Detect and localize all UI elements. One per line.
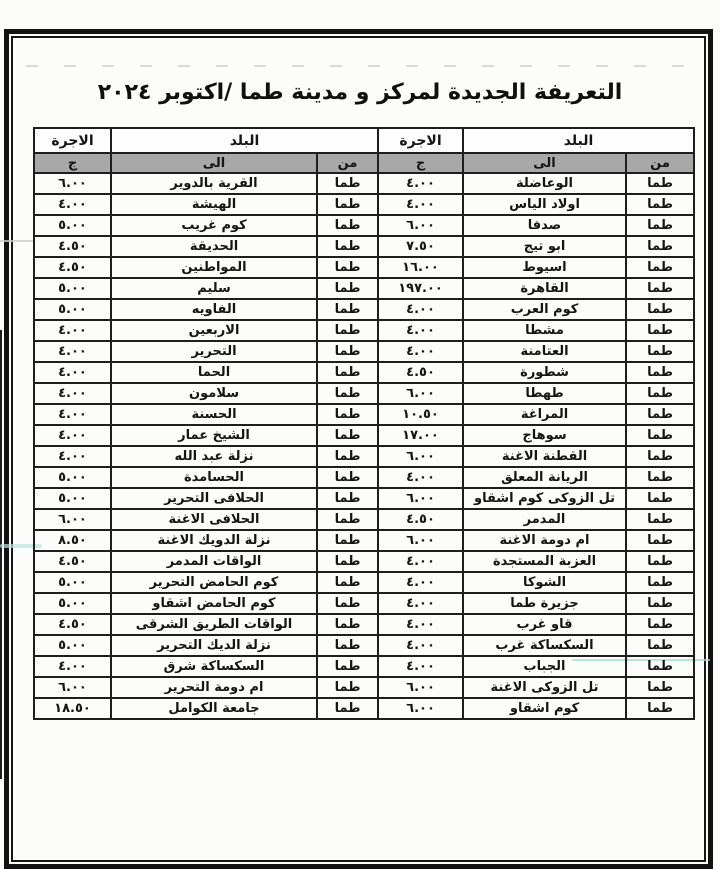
table-row: [34, 236, 694, 257]
destination-cell-right: الريانة المعلق: [463, 467, 626, 488]
destination-cell-left: الحديقة: [111, 236, 317, 257]
destination-cell-right: العزبة المستجدة: [463, 551, 626, 572]
table-row: [34, 467, 694, 488]
origin-cell-right: طما: [626, 635, 694, 656]
destination-cell-right: تل الزوكى كوم اشقاو: [463, 488, 626, 509]
destination-cell-right: تل الزوكى الاغنة: [463, 677, 626, 698]
fare-cell-right: ٤.٠٠: [378, 341, 463, 362]
origin-cell-right: طما: [626, 530, 694, 551]
origin-cell-right: طما: [626, 572, 694, 593]
destination-cell-left: سليم: [111, 278, 317, 299]
destination-cell-right: القاهرة: [463, 278, 626, 299]
origin-cell-left: طما: [317, 677, 378, 698]
fare-cell-left: ٤.٠٠: [34, 362, 111, 383]
origin-cell-right: طما: [626, 383, 694, 404]
origin-cell-right: طما: [626, 194, 694, 215]
fare-cell-left: ٤.٥٠: [34, 551, 111, 572]
header-row-subcolumns: [34, 153, 694, 173]
destination-cell-left: الحسنة: [111, 404, 317, 425]
fare-cell-right: ١٦.٠٠: [378, 257, 463, 278]
origin-cell-left: طما: [317, 173, 378, 194]
origin-cell-left: طما: [317, 614, 378, 635]
destination-cell-left: كوم الحامض التحرير: [111, 572, 317, 593]
table-row: [34, 677, 694, 698]
country-header-right: البلد: [463, 128, 694, 153]
destination-cell-right: اسيوط: [463, 257, 626, 278]
fare-cell-right: ١٠.٥٠: [378, 404, 463, 425]
tariff-table-body: [34, 173, 694, 719]
fare-cell-left: ٥.٠٠: [34, 467, 111, 488]
origin-cell-right: طما: [626, 698, 694, 719]
origin-cell-left: طما: [317, 593, 378, 614]
table-row: [34, 425, 694, 446]
destination-cell-left: المواطنين: [111, 257, 317, 278]
table-row: [34, 509, 694, 530]
destination-cell-left: الحلافى الاغنة: [111, 509, 317, 530]
table-row: [34, 614, 694, 635]
destination-cell-left: نزلة عبد الله: [111, 446, 317, 467]
table-row: [34, 446, 694, 467]
destination-cell-right: القطنة الاغنة: [463, 446, 626, 467]
fare-cell-left: ٥.٠٠: [34, 215, 111, 236]
fare-cell-right: ٦.٠٠: [378, 383, 463, 404]
origin-cell-right: طما: [626, 509, 694, 530]
table-row: [34, 194, 694, 215]
fare-cell-left: ٥.٠٠: [34, 572, 111, 593]
table-row: [34, 215, 694, 236]
origin-cell-right: طما: [626, 341, 694, 362]
origin-cell-left: طما: [317, 257, 378, 278]
fare-cell-right: ٤.٠٠: [378, 656, 463, 677]
origin-cell-left: طما: [317, 698, 378, 719]
fare-cell-right: ٤.٠٠: [378, 173, 463, 194]
origin-cell-left: طما: [317, 530, 378, 551]
origin-cell-left: طما: [317, 488, 378, 509]
origin-cell-left: طما: [317, 467, 378, 488]
destination-cell-right: الوعاضلة: [463, 173, 626, 194]
origin-cell-right: طما: [626, 425, 694, 446]
origin-cell-left: طما: [317, 446, 378, 467]
destination-cell-left: الحسامدة: [111, 467, 317, 488]
to-subheader-left: الى: [111, 153, 317, 173]
destination-cell-right: المدمر: [463, 509, 626, 530]
destination-cell-right: مشطا: [463, 320, 626, 341]
tariff-table: [33, 127, 695, 720]
table-row: [34, 320, 694, 341]
origin-cell-right: طما: [626, 362, 694, 383]
fare-cell-right: ٤.٠٠: [378, 299, 463, 320]
fare-cell-left: ٤.٠٠: [34, 341, 111, 362]
origin-cell-left: طما: [317, 572, 378, 593]
table-row: [34, 278, 694, 299]
destination-cell-left: الهيشة: [111, 194, 317, 215]
fare-cell-right: ٤.٥٠: [378, 362, 463, 383]
fare-cell-right: ٤.٠٠: [378, 614, 463, 635]
destination-cell-right: ام دومة الاغنة: [463, 530, 626, 551]
fare-cell-left: ٥.٠٠: [34, 278, 111, 299]
fare-cell-right: ٤.٥٠: [378, 509, 463, 530]
origin-cell-left: طما: [317, 341, 378, 362]
destination-cell-right: المراغة: [463, 404, 626, 425]
destination-cell-left: نزلة الدويك الاغنة: [111, 530, 317, 551]
table-row: [34, 635, 694, 656]
fare-cell-right: ٤.٠٠: [378, 635, 463, 656]
destination-cell-right: جزيرة طما: [463, 593, 626, 614]
origin-cell-left: طما: [317, 551, 378, 572]
fare-cell-right: ٦.٠٠: [378, 488, 463, 509]
origin-cell-right: طما: [626, 320, 694, 341]
fare-cell-left: ٤.٠٠: [34, 383, 111, 404]
fare-cell-right: ٤.٠٠: [378, 467, 463, 488]
destination-cell-right: قاو غرب: [463, 614, 626, 635]
fare-cell-left: ٦.٠٠: [34, 173, 111, 194]
table-row: [34, 530, 694, 551]
fare-cell-right: ٦.٠٠: [378, 530, 463, 551]
table-row: [34, 488, 694, 509]
destination-cell-right: السكساكة غرب: [463, 635, 626, 656]
origin-cell-left: طما: [317, 509, 378, 530]
origin-cell-left: طما: [317, 278, 378, 299]
origin-cell-left: طما: [317, 362, 378, 383]
table-row: [34, 299, 694, 320]
origin-cell-right: طما: [626, 614, 694, 635]
table-row: [34, 572, 694, 593]
fare-cell-left: ٤.٥٠: [34, 236, 111, 257]
fare-cell-right: ٦.٠٠: [378, 677, 463, 698]
fare-cell-left: ١٨.٥٠: [34, 698, 111, 719]
table-row: [34, 257, 694, 278]
fare-cell-left: ٥.٠٠: [34, 299, 111, 320]
destination-cell-left: ام دومة التحرير: [111, 677, 317, 698]
fare-cell-left: ٦.٠٠: [34, 677, 111, 698]
destination-cell-left: كوم غريب: [111, 215, 317, 236]
fare-cell-left: ٤.٠٠: [34, 320, 111, 341]
fare-cell-left: ٤.٠٠: [34, 194, 111, 215]
origin-cell-right: طما: [626, 488, 694, 509]
origin-cell-left: طما: [317, 215, 378, 236]
destination-cell-left: الحما: [111, 362, 317, 383]
country-header-left: البلد: [111, 128, 378, 153]
destination-cell-right: ابو تيج: [463, 236, 626, 257]
table-row: [34, 593, 694, 614]
destination-cell-right: الجباب: [463, 656, 626, 677]
table-row: [34, 362, 694, 383]
page-title: التعريفة الجديدة لمركز و مدينة طما /اكتوبر ٢٠٢٤: [97, 80, 623, 105]
origin-cell-left: طما: [317, 425, 378, 446]
table-row: [34, 383, 694, 404]
destination-cell-right: طهطا: [463, 383, 626, 404]
destination-cell-right: كوم العرب: [463, 299, 626, 320]
origin-cell-left: طما: [317, 236, 378, 257]
destination-cell-right: شطورة: [463, 362, 626, 383]
origin-cell-right: طما: [626, 257, 694, 278]
destination-cell-left: جامعة الكوامل: [111, 698, 317, 719]
origin-cell-right: طما: [626, 278, 694, 299]
origin-cell-right: طما: [626, 677, 694, 698]
fare-cell-left: ٥.٠٠: [34, 593, 111, 614]
origin-cell-right: طما: [626, 446, 694, 467]
origin-cell-right: طما: [626, 299, 694, 320]
scan-edge-artifact: [0, 330, 2, 779]
table-row: [34, 551, 694, 572]
destination-cell-right: كوم اشقاو: [463, 698, 626, 719]
fare-cell-left: ٤.٠٠: [34, 425, 111, 446]
fare-cell-left: ٥.٠٠: [34, 488, 111, 509]
origin-cell-right: طما: [626, 593, 694, 614]
destination-cell-right: الشوكا: [463, 572, 626, 593]
origin-cell-left: طما: [317, 194, 378, 215]
origin-cell-left: طما: [317, 299, 378, 320]
fare-cell-right: ٤.٠٠: [378, 572, 463, 593]
fare-cell-right: ٦.٠٠: [378, 215, 463, 236]
fare-cell-right: ٤.٠٠: [378, 593, 463, 614]
destination-cell-left: الواقات المدمر: [111, 551, 317, 572]
destination-cell-right: العتامنة: [463, 341, 626, 362]
fare-header-left: الاجرة: [34, 128, 111, 153]
fare-cell-left: ٤.٠٠: [34, 404, 111, 425]
fare-cell-left: ٦.٠٠: [34, 509, 111, 530]
destination-cell-left: الحلافى التحرير: [111, 488, 317, 509]
table-row: [34, 656, 694, 677]
header-row-groups: [34, 128, 694, 153]
origin-cell-right: طما: [626, 215, 694, 236]
origin-cell-right: طما: [626, 236, 694, 257]
destination-cell-right: صدفا: [463, 215, 626, 236]
table-row: [34, 404, 694, 425]
fare-cell-right: ١٩٧.٠٠: [378, 278, 463, 299]
to-subheader-right: الى: [463, 153, 626, 173]
destination-cell-left: الفاويه: [111, 299, 317, 320]
origin-cell-right: طما: [626, 467, 694, 488]
destination-cell-left: الواقات الطريق الشرقى: [111, 614, 317, 635]
fare-cell-left: ٤.٠٠: [34, 446, 111, 467]
destination-cell-left: الاربعين: [111, 320, 317, 341]
fare-cell-right: ٦.٠٠: [378, 698, 463, 719]
fare-cell-right: ٧.٥٠: [378, 236, 463, 257]
currency-subheader-left: ج: [34, 153, 111, 173]
destination-cell-right: سوهاج: [463, 425, 626, 446]
origin-cell-left: طما: [317, 404, 378, 425]
destination-cell-left: كوم الحامض اشقاو: [111, 593, 317, 614]
table-row: [34, 341, 694, 362]
destination-cell-left: نزلة الديك التحرير: [111, 635, 317, 656]
origin-cell-left: طما: [317, 383, 378, 404]
fare-cell-right: ٤.٠٠: [378, 194, 463, 215]
origin-cell-right: طما: [626, 656, 694, 677]
destination-cell-left: القرية بالدوير: [111, 173, 317, 194]
destination-cell-left: سلامون: [111, 383, 317, 404]
from-subheader-right: من: [626, 153, 694, 173]
origin-cell-right: طما: [626, 404, 694, 425]
destination-cell-left: الشيخ عمار: [111, 425, 317, 446]
currency-subheader-right: ج: [378, 153, 463, 173]
destination-cell-left: السكساكة شرق: [111, 656, 317, 677]
fare-cell-left: ٥.٠٠: [34, 635, 111, 656]
fare-cell-left: ٨.٥٠: [34, 530, 111, 551]
origin-cell-left: طما: [317, 635, 378, 656]
fare-cell-right: ٦.٠٠: [378, 446, 463, 467]
fare-cell-right: ٤.٠٠: [378, 320, 463, 341]
from-subheader-left: من: [317, 153, 378, 173]
fare-cell-right: ١٧.٠٠: [378, 425, 463, 446]
fare-header-right: الاجرة: [378, 128, 463, 153]
origin-cell-left: طما: [317, 320, 378, 341]
origin-cell-right: طما: [626, 173, 694, 194]
origin-cell-left: طما: [317, 656, 378, 677]
destination-cell-right: اولاد الياس: [463, 194, 626, 215]
fare-cell-left: ٤.٠٠: [34, 656, 111, 677]
scan-noise-line: [26, 65, 686, 67]
destination-cell-left: التحرير: [111, 341, 317, 362]
fare-cell-left: ٤.٥٠: [34, 614, 111, 635]
fare-cell-left: ٤.٥٠: [34, 257, 111, 278]
fare-cell-right: ٤.٠٠: [378, 551, 463, 572]
table-row: [34, 698, 694, 719]
scan-artifact-gray: [0, 240, 34, 242]
table-row: [34, 173, 694, 194]
origin-cell-right: طما: [626, 551, 694, 572]
